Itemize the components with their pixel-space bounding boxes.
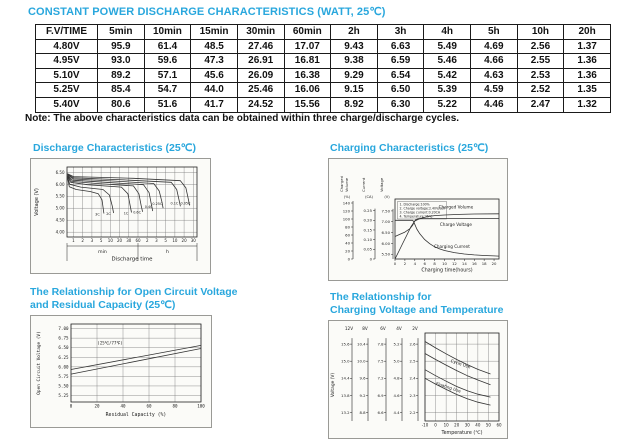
- table-cell: 16.38: [284, 68, 331, 83]
- table-cell: 54.7: [144, 83, 191, 98]
- table-cell: 6.63: [377, 39, 424, 54]
- table-header-cell: 10h: [517, 25, 564, 40]
- table-cell: 8.92: [331, 97, 378, 112]
- table-cell: 2.53: [517, 68, 564, 83]
- y-tick-label: 2.3: [409, 392, 416, 398]
- x-tick-label: 20: [94, 403, 100, 409]
- table-cell: 89.2: [98, 68, 145, 83]
- y-tick-label: 100: [342, 216, 350, 222]
- x-tick-label: 1: [72, 238, 75, 243]
- voltage-scale-header: 6V: [380, 326, 386, 331]
- y-tick-label: 8.8: [359, 409, 366, 415]
- table-cell: 4.59: [471, 83, 518, 98]
- table-cell: 15.56: [284, 97, 331, 112]
- chart-graphic: [71, 324, 201, 402]
- y-tick-label: 80: [345, 224, 350, 230]
- axis-name-label: Charged: [339, 175, 344, 192]
- table-header-cell: F.V/TIME: [36, 25, 98, 40]
- y-tick-label: 4.50: [55, 217, 65, 223]
- table-cell: 41.7: [191, 97, 238, 112]
- legend-line: 2. Charge voltage:2.40V/cell: [399, 206, 445, 211]
- power-table: [35, 24, 611, 113]
- y-tick-label: 20: [345, 248, 350, 254]
- x-tick-label: 0: [434, 422, 437, 428]
- table-cell: 2.47: [517, 97, 564, 112]
- table-cell: 9.29: [331, 68, 378, 83]
- y-tick-label: 10.0: [357, 358, 366, 364]
- table-header-cell: 4h: [424, 25, 471, 40]
- curve-label: 0.6C: [133, 210, 141, 215]
- table-row: [36, 97, 611, 112]
- y-tick-label: 0.25: [363, 208, 372, 214]
- x-unit-label: min: [98, 250, 107, 255]
- table-header-cell: 3h: [377, 25, 424, 40]
- x-axis-title: Discharge time: [111, 256, 153, 263]
- y-tick-label: 7.5: [377, 358, 384, 364]
- axis-unit-label: (%): [343, 195, 351, 199]
- y-tick-label: 5.00: [55, 205, 65, 211]
- curve-label: Charged Volume: [438, 204, 474, 210]
- table-cell: 5.10V: [36, 68, 98, 83]
- curve-label: 0.4C: [144, 204, 153, 209]
- table-cell: 4.63: [471, 68, 518, 83]
- table-cell: 6.54: [377, 68, 424, 83]
- x-tick-label: 20: [181, 238, 187, 243]
- y-axis-title: Voltage (V): [34, 188, 40, 216]
- x-tick-label: 10: [172, 238, 178, 243]
- axis-name-label: Current: [361, 177, 366, 192]
- x-axis-title: Residual Capacity (%): [105, 413, 167, 418]
- x-tick-label: 30: [190, 238, 196, 243]
- y-tick-label: 5.0: [393, 358, 400, 364]
- y-tick-label: 2.4: [409, 375, 416, 381]
- x-tick-label: 0: [393, 261, 397, 266]
- x-tick-label: 100: [197, 403, 205, 409]
- y-tick-label: 4.6: [393, 392, 400, 398]
- voltage-scale-header: 8V: [362, 326, 368, 331]
- y-tick-label: 0: [347, 256, 350, 262]
- note-text: Note: The above characteristics data can be obtained within three charge/discharge cycles.: [25, 113, 460, 124]
- table-cell: 27.46: [237, 39, 284, 54]
- x-tick-label: 20: [491, 261, 497, 266]
- table-cell: 5.39: [424, 83, 471, 98]
- curve-label: 0.1C: [170, 201, 179, 206]
- curve-label: 2C: [106, 211, 111, 216]
- table-cell: 16.06: [284, 83, 331, 98]
- y-tick-label: 6.00: [381, 240, 390, 246]
- table-cell: 95.9: [98, 39, 145, 54]
- y-tick-label: 6.00: [58, 364, 69, 370]
- x-tick-label: 50: [485, 422, 491, 428]
- discharge-chart-title: Discharge Characteristics (25℃): [33, 142, 196, 154]
- y-tick-label: 7.2: [377, 375, 384, 381]
- table-cell: 9.38: [331, 54, 378, 69]
- discharge-chart-panel: [30, 158, 211, 274]
- x-tick-label: 60: [146, 403, 152, 409]
- y-tick-label: 4.8: [393, 375, 400, 381]
- y-tick-label: 5.25: [58, 393, 69, 398]
- table-cell: 5.40V: [36, 97, 98, 112]
- curve-label: 3C: [95, 212, 100, 217]
- table-cell: 1.36: [564, 54, 611, 69]
- y-tick-label: 5.75: [58, 373, 69, 379]
- table-cell: 5.46: [424, 54, 471, 69]
- x-tick-label: 2: [145, 238, 149, 243]
- temp-chart: [329, 321, 507, 438]
- table-cell: 1.32: [564, 97, 611, 112]
- y-tick-label: 6.9: [377, 392, 384, 398]
- x-tick-label: 5: [99, 238, 103, 243]
- x-tick-label: 6: [423, 261, 426, 266]
- table-cell: 25.46: [237, 83, 284, 98]
- table-cell: 4.95V: [36, 54, 98, 69]
- table-cell: 44.0: [191, 83, 238, 98]
- charging-chart: [329, 159, 507, 280]
- y-tick-label: 5.2: [393, 341, 400, 347]
- table-cell: 9.43: [331, 39, 378, 54]
- temp-chart-title: [330, 291, 503, 317]
- table-cell: 59.6: [144, 54, 191, 69]
- y-tick-label: 7.8: [377, 341, 384, 347]
- table-cell: 16.81: [284, 54, 331, 69]
- x-tick-label: 10: [107, 238, 113, 243]
- table-header-row: [36, 25, 611, 40]
- x-tick-label: 20: [454, 422, 460, 428]
- y-tick-label: 2.2: [409, 409, 416, 415]
- table-header-cell: 5min: [98, 25, 145, 40]
- y-tick-label: 6.25: [58, 354, 69, 360]
- band-label: Cycle Use: [450, 358, 472, 370]
- table-cell: 17.07: [284, 39, 331, 54]
- table-row: [36, 83, 611, 98]
- table-cell: 47.3: [191, 54, 238, 69]
- y-tick-label: 60: [345, 232, 350, 238]
- annotation-label: (25℃/77℉): [97, 340, 123, 346]
- voltage-scale-header: 12V: [344, 326, 354, 331]
- table-cell: 85.4: [98, 83, 145, 98]
- table-cell: 2.56: [517, 39, 564, 54]
- ocv-chart-panel: [30, 315, 212, 428]
- ocv-title-line1: The Relationship for Open Circuit Voltage: [30, 286, 238, 298]
- x-tick-label: 16: [471, 261, 477, 266]
- table-cell: 6.30: [377, 97, 424, 112]
- y-axis-title: Open Circuit Voltage (V): [37, 331, 42, 395]
- table-cell: 93.0: [98, 54, 145, 69]
- y-tick-label: 4.00: [55, 229, 65, 235]
- axis-unit-label: (CA): [365, 195, 373, 199]
- legend-line: 4. Temperature:25℃: [399, 214, 433, 219]
- axis-name-label: Volume: [344, 177, 349, 192]
- chart-graphic: [425, 333, 499, 421]
- x-axis-title: Temperature (℃): [441, 431, 483, 436]
- discharge-curve-0.6C: [68, 176, 143, 212]
- table-header-cell: 10min: [144, 25, 191, 40]
- y-tick-label: 7.00: [58, 326, 69, 332]
- y-tick-label: 2.5: [409, 358, 416, 364]
- table-cell: 57.1: [144, 68, 191, 83]
- table-row: [36, 68, 611, 83]
- y-tick-label: 5.50: [55, 193, 65, 199]
- table-header-cell: 15min: [191, 25, 238, 40]
- y-tick-label: 7.50: [381, 208, 390, 214]
- y-tick-label: 6.00: [55, 181, 65, 187]
- table-cell: 2.52: [517, 83, 564, 98]
- x-axis-title: Charging time(hours): [421, 268, 473, 274]
- y-tick-label: 6.50: [381, 229, 390, 235]
- table-header-cell: 30min: [237, 25, 284, 40]
- charging-chart-title: Charging Characteristics (25℃): [330, 142, 489, 154]
- x-tick-label: 30: [126, 238, 132, 243]
- table-cell: 4.80V: [36, 39, 98, 54]
- x-tick-label: 20: [117, 238, 123, 243]
- curve-label: 1C: [123, 211, 129, 216]
- temp-title-line1: The Relationship for: [330, 291, 432, 303]
- table-header-cell: 5h: [471, 25, 518, 40]
- axis-name-label: Voltage: [379, 177, 384, 192]
- table-cell: 1.35: [564, 83, 611, 98]
- y-tick-label: 0.15: [363, 227, 372, 233]
- temp-chart-panel: [328, 320, 508, 439]
- table-cell: 5.22: [424, 97, 471, 112]
- y-tick-label: 7.00: [381, 219, 390, 225]
- temp-curve-cycle-upper: [425, 342, 491, 375]
- x-tick-label: 12: [452, 261, 457, 266]
- table-cell: 1.37: [564, 39, 611, 54]
- table-cell: 9.15: [331, 83, 378, 98]
- x-tick-label: 0: [69, 403, 73, 409]
- table-cell: 48.5: [191, 39, 238, 54]
- legend-line: 3. Charge current:0.20CA: [399, 210, 441, 215]
- y-tick-label: 6.50: [58, 345, 69, 351]
- page-title: CONSTANT POWER DISCHARGE CHARACTERISTICS (WATT, 25℃): [28, 6, 386, 18]
- x-tick-label: 2: [81, 238, 84, 243]
- x-tick-label: -10: [421, 422, 429, 428]
- charging-chart-panel: [328, 158, 508, 281]
- y-tick-label: 40: [345, 240, 350, 246]
- x-tick-label: 3: [155, 238, 158, 243]
- y-tick-label: 14.4: [341, 375, 350, 381]
- table-header-cell: 20h: [564, 25, 611, 40]
- y-tick-label: 15.6: [341, 341, 350, 347]
- temp-curve-cycle-lower: [425, 354, 491, 385]
- band-label: Floating Use: [435, 380, 462, 394]
- y-tick-label: 6.50: [55, 169, 65, 175]
- y-tick-label: 10.4: [357, 341, 366, 347]
- table-cell: 5.25V: [36, 83, 98, 98]
- x-tick-label: 8: [433, 261, 436, 266]
- x-unit-label: h: [166, 250, 169, 255]
- legend-line: 1. Discharge:100%: [399, 202, 430, 207]
- table-cell: 5.49: [424, 39, 471, 54]
- table-cell: 26.09: [237, 68, 284, 83]
- table-cell: 2.55: [517, 54, 564, 69]
- table-cell: 6.59: [377, 54, 424, 69]
- x-tick-label: 60: [496, 422, 502, 428]
- y-tick-label: 0.10: [363, 237, 372, 243]
- x-tick-label: 2: [403, 261, 407, 266]
- discharge-chart: [31, 159, 210, 273]
- y-tick-label: 13.8: [341, 392, 350, 398]
- table-cell: 24.52: [237, 97, 284, 112]
- x-tick-label: 4: [413, 261, 417, 266]
- y-tick-label: 9.2: [359, 392, 366, 398]
- y-tick-label: 0.05: [363, 246, 372, 252]
- x-tick-label: 60: [135, 238, 141, 243]
- temp-title-line2: Charging Voltage and Temperature: [330, 304, 504, 316]
- y-tick-label: 9.6: [359, 375, 366, 381]
- curve-label: 0.25C: [152, 201, 163, 206]
- y-tick-label: 5.50: [58, 383, 69, 389]
- x-tick-label: 40: [120, 403, 126, 409]
- table-header-cell: 2h: [331, 25, 378, 40]
- ocv-chart: [31, 316, 211, 427]
- x-tick-label: 80: [172, 403, 178, 409]
- y-tick-label: 0: [369, 256, 372, 262]
- y-tick-label: 4.4: [393, 409, 400, 415]
- y-tick-label: 120: [342, 208, 350, 214]
- table-row: [36, 54, 611, 69]
- y-tick-label: 6.75: [58, 335, 69, 341]
- voltage-scale-header: 4V: [396, 326, 402, 331]
- table-row: [36, 39, 611, 54]
- curve-label: 0.05C: [180, 201, 191, 206]
- x-tick-label: 3: [90, 238, 94, 243]
- table-cell: 4.69: [471, 39, 518, 54]
- table-cell: 61.4: [144, 39, 191, 54]
- x-tick-label: 14: [461, 261, 467, 266]
- table-cell: 6.50: [377, 83, 424, 98]
- table-cell: 26.91: [237, 54, 284, 69]
- ocv-line-lower: [71, 349, 201, 375]
- x-tick-label: 10: [442, 261, 447, 266]
- table-cell: 5.42: [424, 68, 471, 83]
- table-cell: 80.6: [98, 97, 145, 112]
- y-axis-title: Voltage (V): [331, 372, 336, 398]
- x-tick-label: 10: [443, 422, 449, 428]
- x-tick-label: 18: [481, 261, 487, 266]
- x-tick-label: 40: [475, 422, 481, 428]
- y-tick-label: 2.6: [409, 341, 416, 347]
- table-header-cell: 60min: [284, 25, 331, 40]
- y-tick-label: 5.50: [381, 251, 390, 257]
- table-cell: 51.6: [144, 97, 191, 112]
- y-tick-label: 6.6: [377, 409, 384, 415]
- axis-unit-label: (V): [384, 195, 390, 199]
- y-tick-label: 140: [342, 200, 350, 206]
- y-tick-label: 0.20: [363, 217, 372, 223]
- ocv-title-line2: and Residual Capacity (25℃): [30, 299, 176, 311]
- curve-label: Charge Voltage: [439, 222, 472, 228]
- table-cell: 4.46: [471, 97, 518, 112]
- curve-label: Charging Current: [433, 243, 470, 249]
- y-tick-label: 13.2: [341, 409, 350, 415]
- table-cell: 1.36: [564, 68, 611, 83]
- voltage-scale-header: 2V: [412, 326, 418, 331]
- table-cell: 4.66: [471, 54, 518, 69]
- x-tick-label: 5: [164, 238, 167, 243]
- ocv-chart-title: [30, 286, 238, 312]
- x-tick-label: 30: [464, 422, 470, 428]
- y-tick-label: 15.0: [341, 358, 350, 364]
- table-cell: 45.6: [191, 68, 238, 83]
